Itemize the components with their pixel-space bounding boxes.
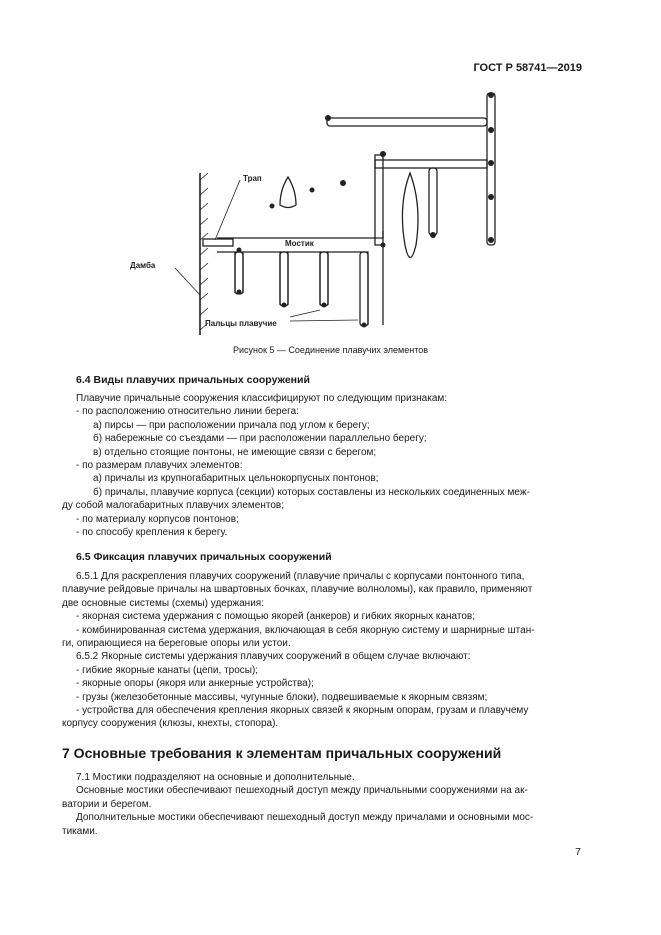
- text-line: ги, опирающиеся на береговые опоры или устои.: [62, 638, 291, 650]
- text-line: тиками.: [62, 825, 98, 837]
- figure-caption: Рисунок 5 — Соединение плавучих элементов: [232, 345, 429, 355]
- text-line: а) пирсы — при расположении причала под углом к берегу;: [93, 419, 370, 431]
- text-line: Основные мостики обеспечивают пешеходный доступ между причальными сооружениями на ак-: [76, 785, 528, 797]
- text-line: 6.5.2 Якорные системы удержания плавучих сооружений в общем случае включают:: [76, 651, 471, 663]
- floating-elements-diagram: [120, 85, 540, 340]
- text-line: - по размерам плавучих элементов:: [76, 460, 243, 472]
- text-line: ватории и берегом.: [62, 798, 152, 810]
- text-line: - гибкие якорные канаты (цепи, тросы);: [76, 664, 259, 676]
- text-line: - по расположению относительно линии берега:: [76, 406, 299, 418]
- text-line: - якорные опоры (якоря или анкерные устройства);: [76, 678, 314, 690]
- text-line: две основные системы (схемы) удержания:: [62, 597, 264, 609]
- text-line: 6.5.1 Для раскрепления плавучих сооружений (плавучие причалы с корпусами понтонного типа,: [76, 571, 525, 582]
- section-6-4-heading: 6.4 Виды плавучих причальных сооружений: [76, 374, 310, 386]
- text-line: ду собой малогабаритных плавучих элементов;: [62, 500, 284, 512]
- text-line: корпусу сооружения (клюзы, кнехты, стопора).: [62, 718, 279, 730]
- text-line: 7.1 Мостики подразделяют на основные и дополнительные.: [76, 772, 355, 783]
- label-trap: Трап: [243, 174, 262, 183]
- text-line: - комбинированная система удержания, включающая в себя якорную систему и шарнирные штан-: [76, 624, 535, 636]
- text-line: - по материалу корпусов понтонов;: [76, 513, 239, 525]
- label-paltsy: Пальцы плавучие: [205, 319, 277, 328]
- section-6-4-body: [62, 392, 584, 539]
- text-line: - грузы (железобетонные массивы, чугунные блоки), подвешиваемые к якорным связям;: [76, 691, 488, 703]
- text-line: б) набережные со съездами — при расположении параллельно берегу;: [93, 433, 427, 445]
- text-line: - устройства для обеспечения крепления якорных связей к якорным опорам, грузам и плавучему: [76, 705, 529, 717]
- text-line: Плавучие причальные сооружения классифицируют по следующим признакам:: [76, 393, 448, 404]
- label-mostik: Мостик: [285, 239, 314, 248]
- text-line: а) причалы из крупногабаритных цельнокорпусных понтонов;: [93, 473, 379, 485]
- text-line: - якорная система удержания с помощью якорей (анкеров) и гибких якорных канатов;: [76, 611, 476, 623]
- section-7-body: [62, 771, 584, 838]
- section-6-5-heading: 6.5 Фиксация плавучих причальных сооружений: [76, 551, 332, 563]
- standard-number: ГОСТ Р 58741—2019: [473, 62, 582, 74]
- section-6-5-body: [62, 570, 584, 731]
- text-line: Дополнительные мостики обеспечивают пешеходный доступ между причалами и основными мос-: [76, 812, 534, 824]
- section-7-heading: 7 Основные требования к элементам причальных сооружений: [62, 745, 502, 761]
- page-number: 7: [575, 846, 581, 858]
- text-line: плавучие рейдовые причалы на швартовных бочках, плавучие волноломы), как правило, применяют: [62, 584, 533, 596]
- label-damba: Дамба: [130, 261, 156, 270]
- text-line: б) причалы, плавучие корпуса (секции) которых составлены из нескольких соединенных меж-: [93, 486, 530, 498]
- text-line: - по способу крепления к берегу.: [76, 527, 228, 539]
- text-line: в) отдельно стоящие понтоны, не имеющие связи с берегом;: [93, 446, 377, 458]
